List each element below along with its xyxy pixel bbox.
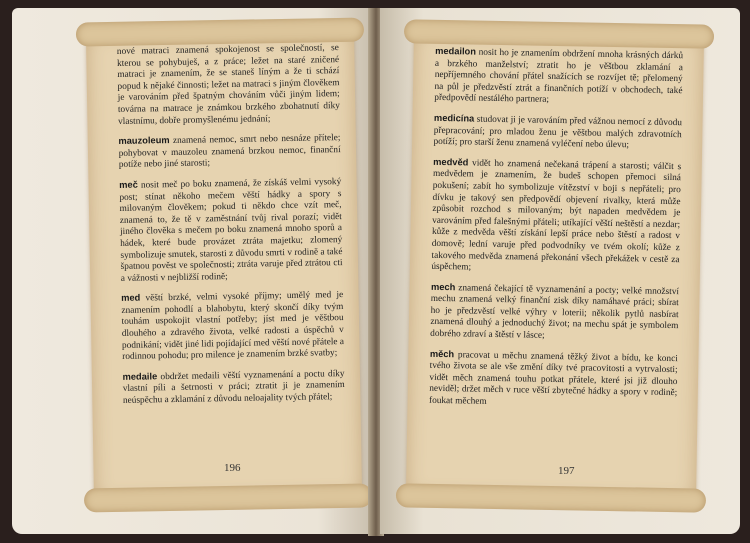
entry: [434, 46, 683, 109]
entry: [119, 176, 343, 285]
right-page-text: [429, 46, 683, 420]
entry-term: medicína: [433, 112, 475, 124]
entry-text: obdržet medaili věští vyznamenání a poctu díky vlastní píli a šetrnosti v práci; ztratit ji je znamením neúspěchu a zklamání z důvodu neloajality tvých přátel;: [122, 368, 345, 406]
left-page: [12, 8, 372, 534]
entry-text: vidět ho znamená nečekaná trápení a starosti; válčit s medvědem je znamením, že budeš schopen přemoci silná pokušení; zabít ho symbolizuje vítězství v boji s nepřáteli; pro dívku je takový sen předpovědí objevení rivalky, která může způsobit rozchod s milovaným; být napaden medvědem je varováním před falešnými přáteli; utíkající věští neštěstí a nezdar; kůže z medvěda věští získání lepší práce nebo štěstí a radost v domově; lední varuje před podvodníky ve tvém okolí; kůže z takového medvěda znamená překonání všech překážek v cestě za úspěchem;: [431, 158, 682, 273]
entry-term: meč: [119, 179, 138, 190]
entry-text: znamená čekající tě vyznamenání a pocty; velké množství mechu znamená velký finanční zisk díky namáhavé práci; sbírat ho je předzvěstí velké výhry v loterii; několik pytlů nasbírat znamená dlouhý a jednoduchý život; na mechu spát je symbolem dobrého zdraví a štěstí v lásce;: [430, 282, 680, 341]
entry-text: studovat ji je varováním před vážnou nemocí z důvodu přepracování; pro mladou ženu je věštbou malých zdravotních potíží; pro starší ženu znamená vyléčení nebo úlevu;: [433, 114, 683, 151]
entry: [121, 289, 344, 363]
page-number: 197: [558, 465, 575, 477]
right-page: [380, 8, 740, 534]
entry-text: pracovat u měchu znamená těžký život a bídu, ke konci tvého života se ale vše změní díky tvé pracovitosti a vytrvalosti; vidět měch znamená touhu potkat přátele, které jsi již dlouho neviděl; držet měch v ruce věští zbytečné hádky a spory v rodině; foukat měchem: [428, 349, 678, 407]
entry-term: měch: [429, 348, 455, 359]
entry-term: medvěd: [433, 156, 469, 168]
open-book: [12, 8, 740, 536]
entry: [122, 368, 345, 408]
entry: [431, 157, 681, 278]
entry-text: nosit meč po boku znamená, že získáš velmi vysoký post; stínat někoho mečem věští hádky a spory s milovaným člověkem; pokud ti někdo chce vzít meč, znamená to, že tě v zaměstnání tvůj rival porazí; vidět jiného člověka s mečem po boku znamená mnoho sporů a hádek, které bude provázet ztráta majetku; zlomený symbolizuje smutek, starosti z důvodu smrti v rodině a také špatnou pověst ve společnosti; ztráta varuje před ztrátou cti a vážnosti v nejbližší rodině;: [119, 177, 343, 284]
entry-term: mauzoleum: [118, 135, 170, 147]
entry-text: věští brzké, velmi vysoké příjmy; umělý med je znamením pohodlí a blahobytu, který skončí díky tvým touhám uspokojit vlastní potřeby; jíst med je věštbou dlouhého a zdravého života, velké radosti a úspěchů v podnikání; vidět jiné lidi pojídající med věští nové přátele a rodinnou pohodu; pro milence je znamením brzké svatby;: [121, 290, 345, 363]
entry: [433, 113, 682, 153]
entry-term: mech: [430, 281, 456, 292]
entry-text: znamená nemoc, smrt nebo nesnáze přítele; pohybovat v mauzoleu znamená brzkou nemoc, finanční potíže nebo jiné starosti;: [118, 133, 341, 171]
left-page-text: [117, 42, 345, 415]
entry: [117, 42, 340, 128]
page-number: 196: [224, 462, 241, 474]
entry-term: med: [121, 292, 141, 304]
entry: [429, 348, 678, 411]
entry: [118, 132, 341, 172]
entry: [430, 282, 679, 345]
entry-text: nové matraci znamená spokojenost se společností, se kterou se pohybuješ, a z práce; ležet na staré zničené matraci je znamením, že se staneš líným a že ti schází popud k nějaké činnosti; ležet na matraci s jiným člověkem je varováním před špatným chováním vůči jiným lidem; továrna na matrace je známkou brzkého zbohatnutí díky vlastnímu, dobře promyšlenému jednání;: [116, 43, 340, 127]
entry-term: medailon: [435, 45, 477, 57]
entry-text: nosit ho je znamením obdržení mnoha krásných dárků a brzkého manželství; ztratit ho je věštbou zklamání a nepříjemného chování přátel snažících se rozvíjet tě; přelomený na půl je předzvěstí ztrát a finančních potíží v obchodech, také předpovědí nestálého partnera;: [434, 47, 684, 106]
entry-term: medaile: [122, 371, 158, 382]
